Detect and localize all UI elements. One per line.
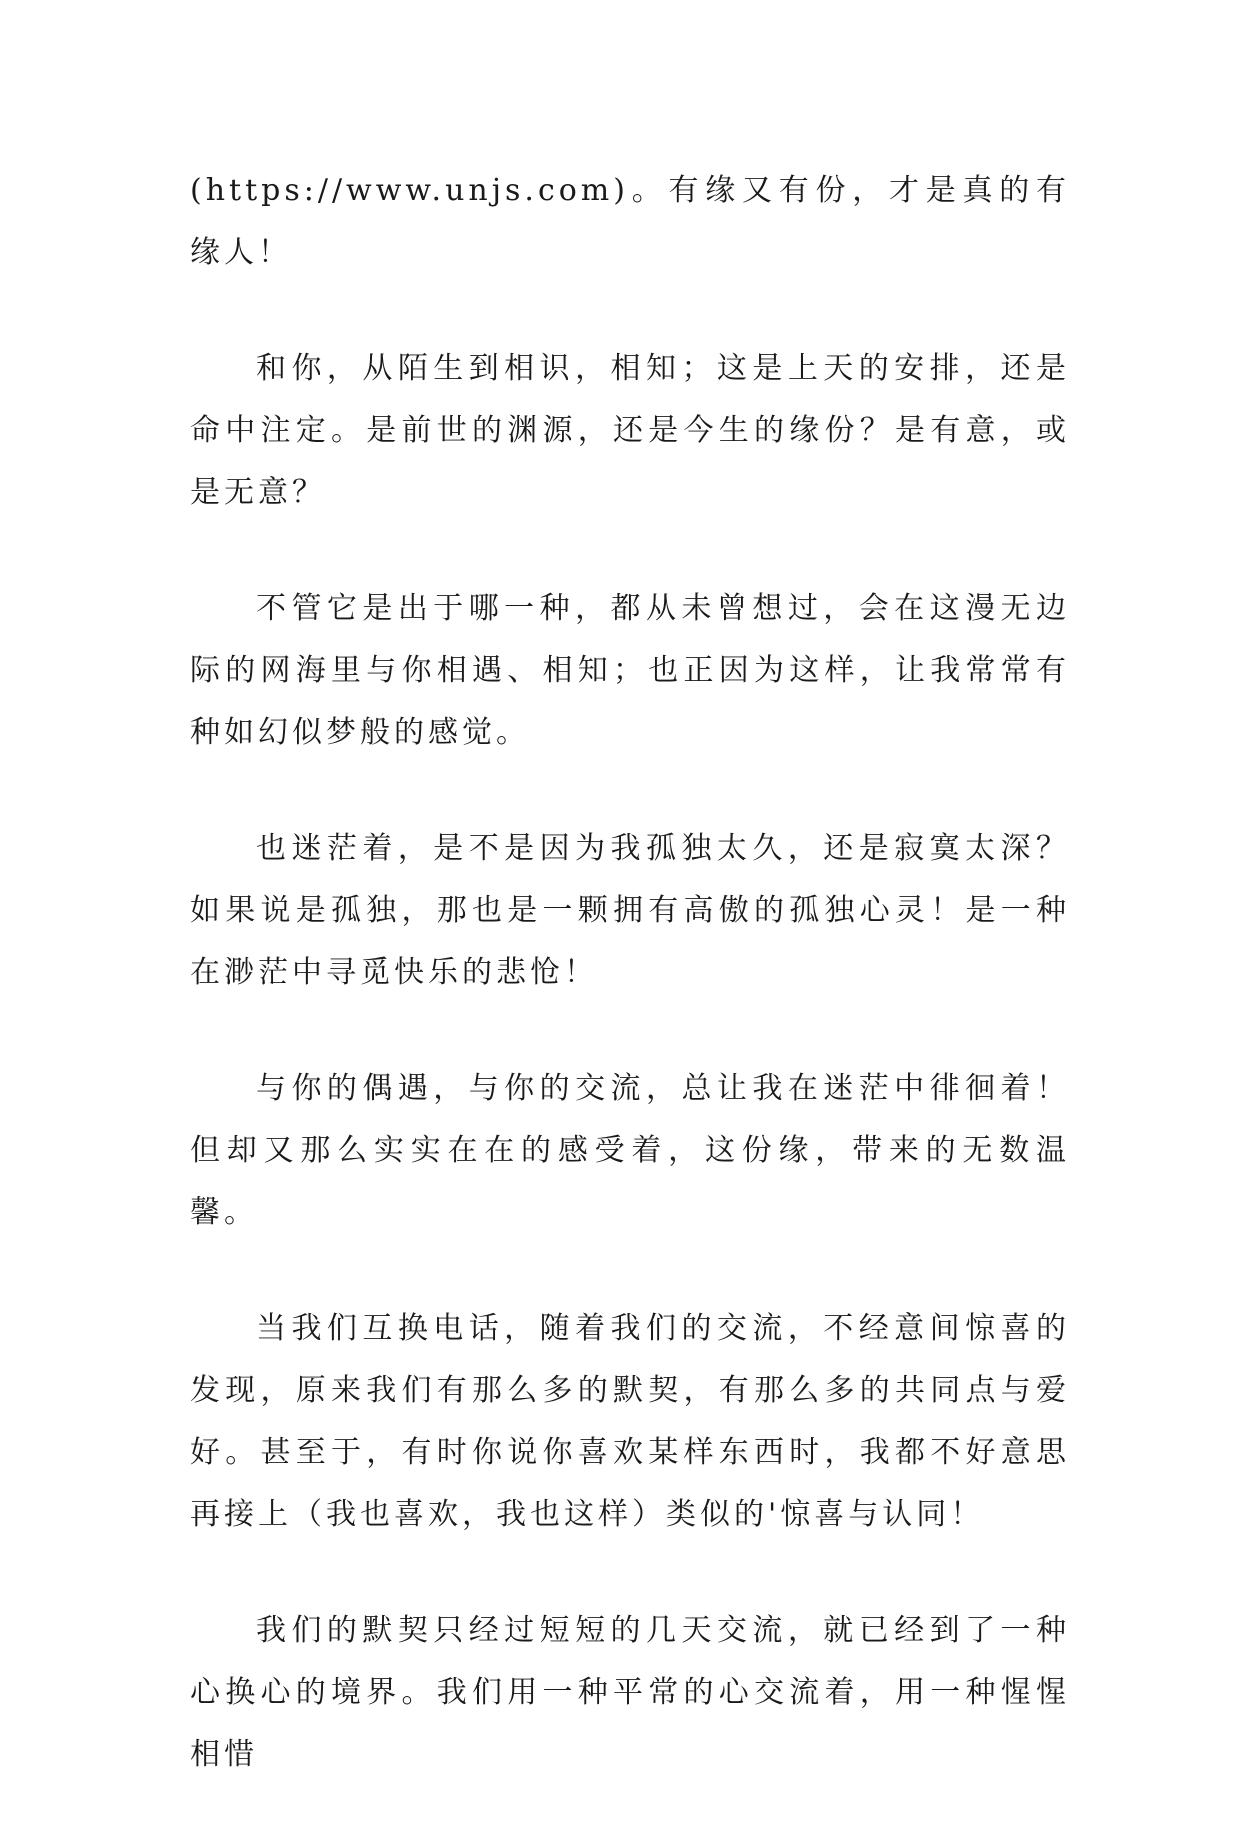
paragraph: 当我们互换电话，随着我们的交流，不经意间惊喜的发现，原来我们有那么多的默契，有那么多的共同点与爱好。甚至于，有时你说你喜欢某样东西时，我都不好意思再接上（我也喜欢，我也这样）类似的'惊喜与认同！: [190, 1311, 1070, 1532]
paragraph: 我们的默契只经过短短的几天交流，就已经到了一种心换心的境界。我们用一种平常的心交流着，用一种惺惺相惜: [190, 1613, 1070, 1772]
paragraph-source-line: (https://www.unjs.com)。有缘又有份，才是真的有缘人！: [190, 173, 1070, 270]
paragraph: 不管它是出于哪一种，都从未曾想过，会在这漫无边际的网海里与你相遇、相知；也正因为这样，让我常常有种如幻似梦般的感觉。: [190, 591, 1070, 750]
article-body: [190, 160, 1070, 1840]
paragraph: 和你，从陌生到相识，相知；这是上天的安排，还是命中注定。是前世的渊源，还是今生的缘份？是有意，或是无意？: [190, 351, 1070, 510]
paragraph: 与你的偶遇，与你的交流，总让我在迷茫中徘徊着！但却又那么实实在在的感受着，这份缘，带来的无数温馨。: [190, 1071, 1070, 1230]
paragraph: 也迷茫着，是不是因为我孤独太久，还是寂寞太深？如果说是孤独，那也是一颗拥有高傲的孤独心灵！是一种在渺茫中寻觅快乐的悲怆！: [190, 831, 1070, 990]
